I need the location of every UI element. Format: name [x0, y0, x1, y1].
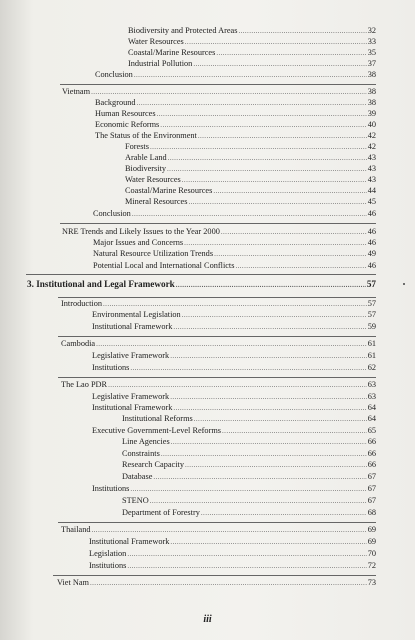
toc-entry-page: 64: [367, 414, 376, 423]
toc-entry-page: 32: [367, 26, 376, 35]
toc-entry-title: Cambodia: [61, 339, 96, 348]
leader-dots: [216, 48, 366, 58]
toc-entry: [92, 310, 376, 320]
group-rule: [60, 84, 376, 85]
leader-dots: [96, 339, 367, 349]
toc-entry-title: The Status of the Environment: [95, 131, 197, 140]
toc-entry: [95, 98, 376, 108]
toc-entry: [92, 426, 376, 436]
toc-entry-title: Human Resources: [95, 109, 156, 118]
toc-entry-page: 38: [367, 87, 376, 96]
toc-entry: [89, 549, 376, 559]
leader-dots: [103, 299, 367, 309]
leader-dots: [150, 496, 367, 506]
chapter-heading: [27, 279, 376, 290]
section-rule: [26, 274, 376, 275]
toc-entry-page: 62: [367, 363, 376, 372]
toc-entry-page: 67: [367, 472, 376, 481]
group-rule: [58, 522, 376, 523]
toc-entry: [125, 186, 376, 196]
leader-dots: [127, 549, 366, 559]
leader-dots: [167, 164, 367, 174]
toc-entry: [89, 561, 376, 571]
leader-dots: [173, 322, 366, 332]
leader-dots: [170, 351, 367, 361]
toc-entry-title: Coastal/Marine Resources: [125, 186, 213, 195]
toc-entry: [125, 153, 376, 163]
toc-entry-title: Biodiversity: [125, 164, 167, 173]
toc-entry-title: Forests: [125, 142, 149, 151]
leader-dots: [132, 209, 367, 219]
toc-entry-page: 46: [367, 227, 376, 236]
group-rule: [58, 336, 376, 337]
leader-dots: [176, 280, 366, 291]
toc-entry-title: Institutional Framework: [92, 322, 173, 331]
toc-entry: [57, 578, 376, 588]
toc-entry: [92, 403, 376, 413]
toc-entry: [61, 299, 376, 309]
toc-entry-page: 38: [367, 70, 376, 79]
leader-dots: [157, 109, 367, 119]
toc-entry: [93, 238, 376, 248]
toc-entry-title: Conclusion: [93, 209, 131, 218]
toc-entry-page: 44: [367, 186, 376, 195]
toc-entry: [128, 48, 376, 58]
toc-entry-title: Institutional Reforms: [122, 414, 193, 423]
toc-entry-title: Vietnam: [62, 87, 91, 96]
toc-entry-title: Water Resources: [125, 175, 181, 184]
toc-entry-title: Legislative Framework: [92, 351, 170, 360]
leader-dots: [201, 508, 367, 518]
toc-entry: [92, 351, 376, 361]
toc-entry-title: Environmental Legislation: [92, 310, 181, 319]
toc-entry: [89, 537, 376, 547]
toc-entry-title: STENO: [122, 496, 149, 505]
toc-entry-title: Institutions: [92, 484, 130, 493]
toc-entry: [125, 197, 376, 207]
toc-entry-page: 69: [367, 537, 376, 546]
toc-entry-title: Major Issues and Concerns: [93, 238, 184, 247]
toc-entry-title: Legislative Framework: [92, 392, 170, 401]
toc-entry: [125, 142, 376, 152]
toc-entry-title: Institutions: [92, 363, 130, 372]
leader-dots: [184, 238, 367, 248]
toc-entry-page: 40: [367, 120, 376, 129]
toc-entry-title: Coastal/Marine Resources: [128, 48, 216, 57]
toc-entry: [61, 525, 376, 535]
toc-entry-page: 69: [367, 525, 376, 534]
toc-entry: [95, 120, 376, 130]
toc-entry-page: 42: [367, 131, 376, 140]
toc-entry: [92, 322, 376, 332]
toc-entry-title: Institutional Framework: [89, 537, 170, 546]
toc-entry-title: Introduction: [61, 299, 103, 308]
leader-dots: [108, 380, 367, 390]
leader-dots: [235, 261, 366, 271]
toc-entry-title: Executive Government-Level Reforms: [92, 426, 222, 435]
leader-dots: [127, 561, 366, 571]
toc-entry: [122, 508, 376, 518]
toc-entry: [122, 472, 376, 482]
leader-dots: [153, 472, 366, 482]
toc-entry-title: Industrial Pollution: [128, 59, 193, 68]
leader-dots: [137, 98, 367, 108]
toc-entry-page: 65: [367, 426, 376, 435]
group-rule: [53, 575, 376, 576]
toc-entry-page: 66: [367, 449, 376, 458]
toc-entry-page: 57: [366, 279, 376, 289]
leader-dots: [182, 175, 367, 185]
toc-entry-page: 45: [367, 197, 376, 206]
toc-entry: [95, 70, 376, 80]
toc-entry-title: NRE Trends and Likely Issues to the Year 2000: [62, 227, 220, 236]
toc-entry-title: Thailand: [61, 525, 91, 534]
toc-entry-page: 43: [367, 164, 376, 173]
leader-dots: [182, 310, 367, 320]
toc-entry: [95, 109, 376, 119]
toc-entry-page: 38: [367, 98, 376, 107]
toc-entry: [61, 380, 376, 390]
toc-entry: [93, 261, 376, 271]
toc-entry: [92, 392, 376, 402]
toc-entry: [61, 339, 376, 349]
toc-entry-page: 73: [367, 578, 376, 587]
toc-entry-title: Water Resources: [128, 37, 184, 46]
leader-dots: [185, 460, 367, 470]
leader-dots: [91, 87, 367, 97]
toc-entry-title: Institutions: [89, 561, 127, 570]
toc-entry-title: Biodiversity and Protected Areas: [128, 26, 238, 35]
toc-entry-title: Potential Local and International Conflicts: [93, 261, 235, 270]
leader-dots: [170, 537, 366, 547]
toc-entry-page: 61: [367, 351, 376, 360]
toc-entry-title: Mineral Resources: [125, 197, 188, 206]
toc-entry: [92, 484, 376, 494]
toc-entry-page: 42: [367, 142, 376, 151]
group-rule: [58, 297, 376, 298]
toc-entry: [125, 164, 376, 174]
page-number: iii: [203, 614, 212, 625]
toc-entry-page: 39: [367, 109, 376, 118]
toc-entry: [122, 414, 376, 424]
toc-entry: [122, 460, 376, 470]
leader-dots: [194, 414, 367, 424]
toc-entry-title: Viet Nam: [57, 578, 89, 587]
toc-entry-title: Department of Forestry: [122, 508, 200, 517]
toc-entry-page: 61: [367, 339, 376, 348]
toc-entry-title: Background: [95, 98, 136, 107]
toc-entry: [92, 363, 376, 373]
toc-entry-title: Constraints: [122, 449, 160, 458]
toc-entry: [128, 59, 376, 69]
toc-entry-page: 57: [367, 310, 376, 319]
leader-dots: [170, 392, 367, 402]
toc-entry-title: The Lao PDR: [61, 380, 108, 389]
toc-entry-title: Natural Resource Utilization Trends: [93, 249, 214, 258]
toc-entry-page: 68: [367, 508, 376, 517]
toc-entry: [93, 209, 376, 219]
toc-entry-page: 43: [367, 175, 376, 184]
group-rule: [58, 377, 376, 378]
toc-entry: [62, 87, 376, 97]
toc-entry-page: 33: [367, 37, 376, 46]
toc-entry-title: Economic Reforms: [95, 120, 160, 129]
toc-entry-title: Arable Land: [125, 153, 167, 162]
toc-entry-page: 66: [367, 460, 376, 469]
toc-entry-title: Database: [122, 472, 153, 481]
leader-dots: [214, 249, 367, 259]
leader-dots: [193, 59, 366, 69]
leader-dots: [213, 186, 366, 196]
toc-entry-page: 70: [367, 549, 376, 558]
toc-entry-page: 63: [367, 380, 376, 389]
toc-entry: [122, 437, 376, 447]
toc-entry-page: 46: [367, 261, 376, 270]
toc-entry-title: Line Agencies: [122, 437, 170, 446]
toc-entry-page: 66: [367, 437, 376, 446]
leader-dots: [130, 363, 366, 373]
toc-entry-page: 43: [367, 153, 376, 162]
leader-dots: [160, 120, 366, 130]
leader-dots: [90, 578, 367, 588]
toc-entry-page: 46: [367, 238, 376, 247]
leader-dots: [150, 142, 367, 152]
toc-entry-title: Conclusion: [95, 70, 133, 79]
print-speck: [403, 283, 405, 285]
leader-dots: [168, 153, 367, 163]
toc-entry-page: 35: [367, 48, 376, 57]
leader-dots: [130, 484, 366, 494]
toc-entry-title: Legislation: [89, 549, 127, 558]
leader-dots: [238, 26, 366, 36]
toc-entry-page: 37: [367, 59, 376, 68]
leader-dots: [221, 227, 367, 237]
toc-entry-page: 63: [367, 392, 376, 401]
leader-dots: [134, 70, 367, 80]
toc-entry-page: 72: [367, 561, 376, 570]
toc-entry-title: Research Capacity: [122, 460, 184, 469]
toc-entry-page: 64: [367, 403, 376, 412]
toc-entry: [125, 175, 376, 185]
toc-entry: [93, 249, 376, 259]
toc-entry-page: 46: [367, 209, 376, 218]
leader-dots: [171, 437, 367, 447]
leader-dots: [198, 131, 367, 141]
toc-entry: [128, 26, 376, 36]
leader-dots: [222, 426, 367, 436]
toc-entry-title: 3. Institutional and Legal Framework: [27, 279, 175, 289]
leader-dots: [185, 37, 367, 47]
leader-dots: [188, 197, 366, 207]
leader-dots: [173, 403, 366, 413]
toc-entry-page: 49: [367, 249, 376, 258]
leader-dots: [92, 525, 367, 535]
leader-dots: [161, 449, 367, 459]
toc-entry-page: 67: [367, 484, 376, 493]
toc-entry-page: 59: [367, 322, 376, 331]
toc-entry: [62, 227, 376, 237]
toc-entry: [95, 131, 376, 141]
toc-entry-page: 57: [367, 299, 376, 308]
toc-entry: [122, 496, 376, 506]
group-rule: [60, 223, 376, 224]
toc-entry-page: 67: [367, 496, 376, 505]
toc-entry: [128, 37, 376, 47]
toc-entry: [122, 449, 376, 459]
toc-entry-title: Institutional Framework: [92, 403, 173, 412]
